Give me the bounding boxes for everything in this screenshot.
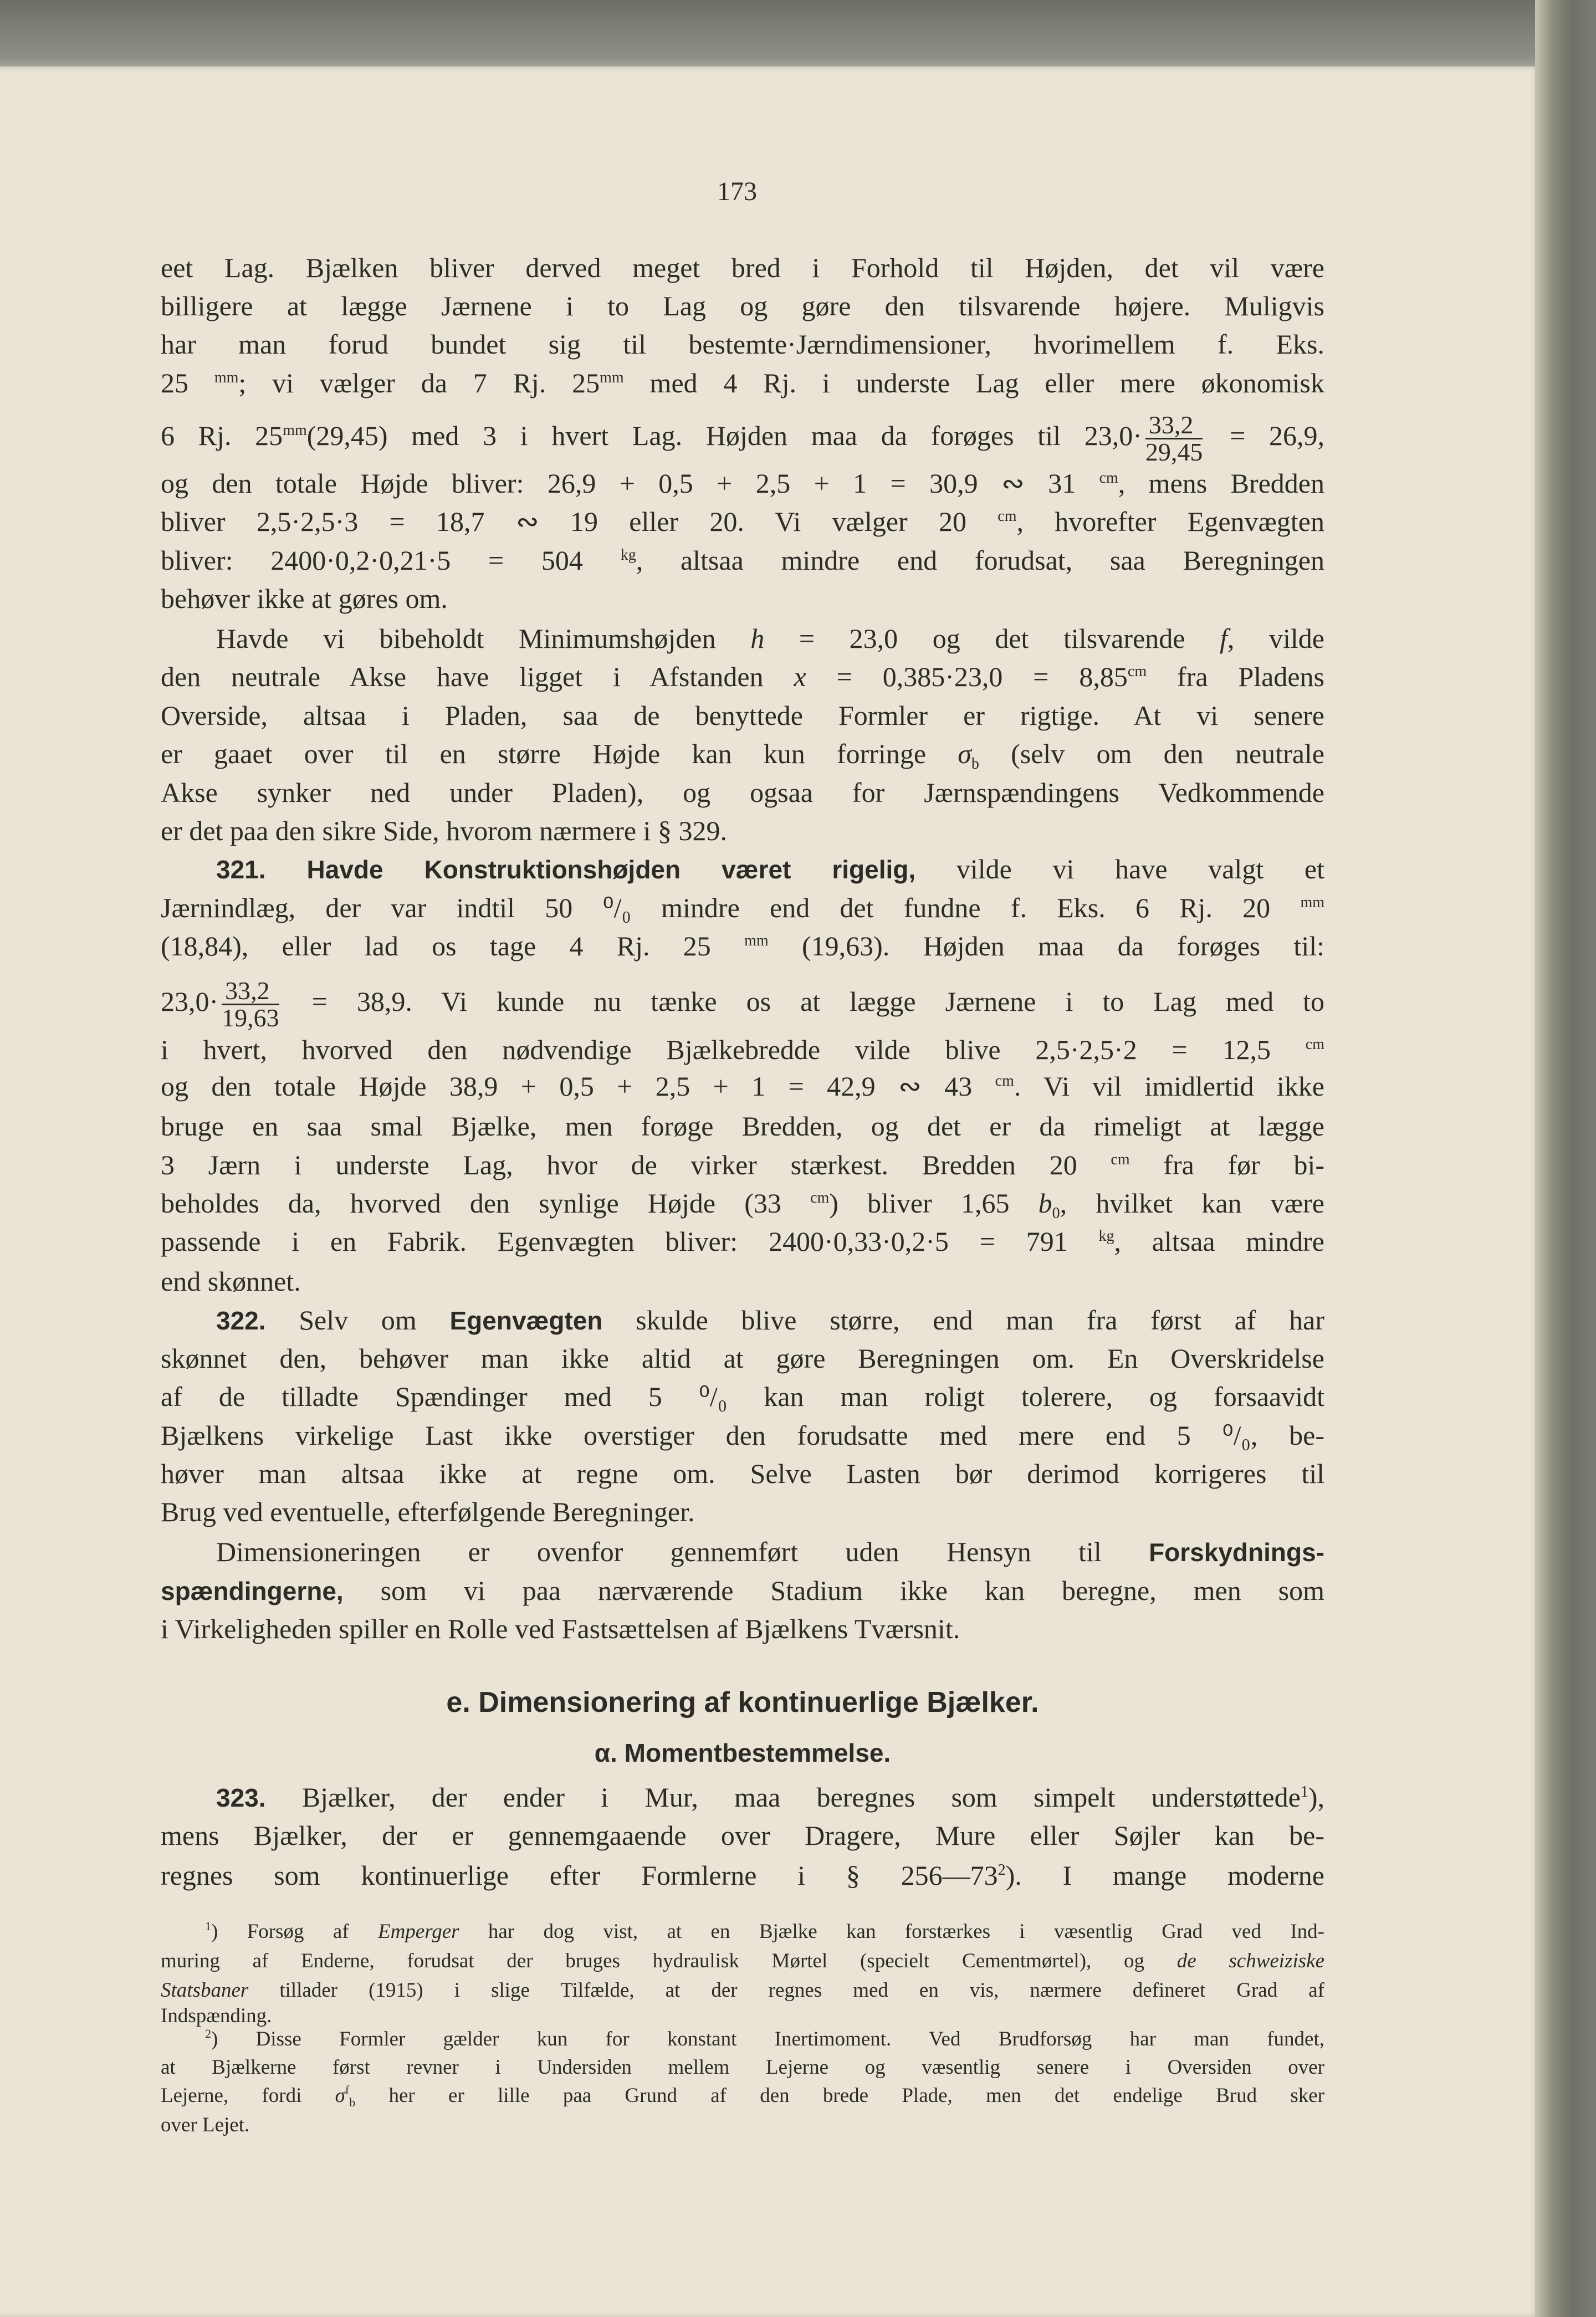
italic-text: x xyxy=(794,661,806,693)
bold-text: Egenvægten xyxy=(449,1306,603,1335)
text-run: i hvert, hvorved den nødvendige Bjælkebredde vilde blive 2,5·2,5·2 = 12,5 xyxy=(161,1034,1306,1065)
italic-text: b xyxy=(1038,1187,1052,1219)
text-run: har dog vist, at en Bjælke kan forstærkes i væsentlig Grad ved Ind- xyxy=(459,1920,1324,1943)
text-run: Bjælkens virkelige Last ikke overstiger den forudsatte med mere end 5 ⁰/₀, be- xyxy=(161,1419,1324,1451)
text-run: 3 Jærn i underste Lag, hvor de virker stærkest. Bredden 20 xyxy=(161,1149,1111,1180)
text-line xyxy=(161,410,1324,466)
text-line xyxy=(216,619,1324,658)
text-run: skulde blive større, end man fra først af har xyxy=(602,1304,1324,1336)
text-line xyxy=(161,464,1324,503)
text-run: som vi paa nærværende Stadium ikke kan beregne, men som xyxy=(343,1574,1324,1606)
text-run: bliver: 2400·0,2·0,21·5 = 504 xyxy=(161,544,621,576)
text-line xyxy=(161,734,1324,773)
text-line xyxy=(161,888,1324,927)
fraction-numerator: 33,2 xyxy=(222,978,279,1005)
fraction-numerator: 33,2 xyxy=(1145,412,1203,439)
text-run: beholdes da, hvorved den synlige Højde (33 xyxy=(161,1187,811,1219)
italic-text: σ xyxy=(335,2084,345,2107)
text-line xyxy=(161,1262,1324,1301)
footnote-line xyxy=(161,1946,1324,1976)
page-number: 173 xyxy=(717,177,757,206)
text-run: = 26,9, xyxy=(1206,420,1324,451)
footnote-line xyxy=(205,2024,1324,2054)
text-run: over Lejet. xyxy=(161,2114,250,2137)
text-line xyxy=(161,1492,1324,1531)
text-line xyxy=(161,696,1324,735)
text-line xyxy=(161,1609,1324,1648)
text-run: α. Momentbestemmelse. xyxy=(594,1738,891,1768)
text-run: her er lille paa Grund af den brede Plade, men det endelige Brud sker xyxy=(355,2084,1324,2107)
superscript: cm xyxy=(998,508,1017,525)
bold-text: 322. xyxy=(216,1306,266,1335)
superscript: f xyxy=(345,2083,350,2097)
text-run: ), xyxy=(1308,1782,1324,1813)
text-run: (18,84), eller lad os tage 4 Rj. 25 xyxy=(161,930,745,961)
text-run: , vilde xyxy=(1227,623,1324,654)
text-run: mens Bjælker, der er gennemgaaende over Dragere, Mure eller Søjler kan be- xyxy=(161,1820,1324,1851)
superscript: mm xyxy=(600,369,624,386)
superscript: mm xyxy=(283,421,307,439)
superscript: kg xyxy=(620,546,636,564)
text-line xyxy=(161,579,1324,618)
text-run: eet Lag. Bjælken bliver derved meget bred i Forhold til Højden, det vil være xyxy=(161,252,1324,283)
text-run: Brug ved eventuelle, efterfølgende Beregninger. xyxy=(161,1496,695,1528)
text-line xyxy=(216,850,1324,888)
text-run: (19,63). Højden maa da forøges til: xyxy=(768,930,1324,961)
text-run: ) bliver 1,65 xyxy=(829,1187,1039,1219)
text-run: vilde vi have valgt et xyxy=(915,853,1324,885)
superscript: cm xyxy=(1111,1150,1130,1168)
text-line xyxy=(161,1377,1324,1416)
text-run: Havde vi bibeholdt Minimumshøjden xyxy=(216,623,751,654)
text-run: Dimensioneringen er ovenfor gennemført uden Hensyn til xyxy=(216,1536,1149,1568)
text-run: Jærnindlæg, der var indtil 50 ⁰/₀ mindre end det fundne f. Eks. 6 Rj. 20 xyxy=(161,892,1301,923)
text-line xyxy=(161,1222,1324,1261)
text-run: 25 xyxy=(161,367,214,398)
text-run: = 23,0 og det tilsvarende xyxy=(764,623,1220,654)
text-run: er det paa den sikre Side, hvorom nærmere i § 329. xyxy=(161,815,727,846)
bold-text: spændingerne, xyxy=(161,1576,344,1605)
text-run: , hvilket kan være xyxy=(1060,1187,1324,1219)
text-run: passende i en Fabrik. Egenvægten bliver: 2400·0,33·0,2·5 = 791 xyxy=(161,1226,1099,1257)
superscript: mm xyxy=(214,369,239,386)
text-line xyxy=(161,1571,1324,1610)
text-line xyxy=(161,976,1324,1032)
text-run: . Vi vil imidlertid ikke xyxy=(1014,1071,1324,1102)
text-run: , altsaa mindre end forudsat, saa Beregningen xyxy=(636,544,1324,576)
fraction xyxy=(222,978,279,1031)
text-run: bliver 2,5·2,5·3 = 18,7 ∾ 19 eller 20. Vi vælger 20 xyxy=(161,506,998,538)
text-line xyxy=(161,657,1324,696)
text-run: , mens Bredden xyxy=(1118,468,1324,499)
text-run: regnes som kontinuerlige efter Formlerne i § 256—73 xyxy=(161,1860,998,1891)
text-line xyxy=(161,502,1324,541)
superscript: 2 xyxy=(998,1861,1006,1879)
text-run: behøver ikke at gøres om. xyxy=(161,583,448,615)
text-run: end skønnet. xyxy=(161,1266,301,1297)
footnote-line xyxy=(161,2053,1324,2083)
text-line xyxy=(161,927,1324,965)
text-line xyxy=(161,1816,1324,1855)
text-run: ; vi vælger da 7 Rj. 25 xyxy=(238,367,600,398)
text-run: at Bjælkerne først revner i Undersiden mellem Lejerne og væsentlig senere i Oversiden over xyxy=(161,2056,1324,2079)
text-run: muring af Enderne, forudsat der bruges hydraulisk Mørtel (specielt Cementmørtel), og xyxy=(161,1950,1177,1973)
text-run: (29,45) med 3 i hvert Lag. Højden maa da forøges til 23,0· xyxy=(306,420,1142,451)
text-line xyxy=(216,1532,1324,1571)
text-line xyxy=(161,287,1324,325)
text-run: Bjælker, der ender i Mur, maa beregnes som simpelt understøttede xyxy=(265,1782,1301,1813)
superscript: mm xyxy=(744,932,769,949)
superscript: 2 xyxy=(205,2027,211,2041)
text-run: tillader (1915) i slige Tilfælde, at der regnes med en vis, nærmere defineret Grad af xyxy=(248,1979,1324,2002)
text-run: fra før bi- xyxy=(1129,1149,1324,1180)
fraction-denominator: 29,45 xyxy=(1145,437,1203,466)
superscript: 1 xyxy=(1300,1783,1308,1801)
text-run: , altsaa mindre xyxy=(1114,1226,1324,1257)
italic-text: σ xyxy=(958,738,971,770)
section-heading xyxy=(161,1683,1324,1722)
text-line xyxy=(161,811,1324,850)
text-run: ) Disse Formler gælder kun for konstant Inertimoment. Ved Brudforsøg har man fundet, xyxy=(211,2028,1324,2051)
text-run: billigere at lægge Jærnene i to Lag og gøre den tilsvarende højere. Muligvis xyxy=(161,290,1324,322)
text-run: = 0,385·23,0 = 8,85 xyxy=(806,661,1128,693)
text-run: , hvorefter Egenvægten xyxy=(1016,506,1324,538)
text-line xyxy=(161,248,1324,287)
text-run: e. Dimensionering af kontinuerlige Bjælker. xyxy=(446,1686,1039,1719)
fraction xyxy=(1145,412,1203,465)
text-run: med 4 Rj. i underste Lag eller mere økonomisk xyxy=(623,367,1324,398)
text-line xyxy=(161,1107,1324,1145)
text-line xyxy=(161,1454,1324,1493)
text-line xyxy=(161,1184,1324,1223)
footnote-line xyxy=(161,2081,1324,2111)
text-run: Akse synker ned under Pladen), og ogsaa for Jærnspændingens Vedkommende xyxy=(161,776,1324,808)
subsection-heading xyxy=(161,1733,1324,1772)
text-run: er gaaet over til en større Højde kan kun forringe xyxy=(161,738,958,770)
text-line xyxy=(161,1030,1324,1069)
bold-text: Forskydnings- xyxy=(1149,1538,1324,1567)
superscript: kg xyxy=(1098,1227,1114,1245)
text-run: fra Pladens xyxy=(1147,661,1324,693)
text-run: og den totale Højde 38,9 + 0,5 + 2,5 + 1 = 42,9 ∾ 43 xyxy=(161,1071,995,1102)
text-line xyxy=(161,773,1324,812)
text-run: Indspænding. xyxy=(161,2004,272,2027)
subscript: b xyxy=(971,755,979,773)
text-run: bruge en saa smal Bjælke, men forøge Bredden, og det er da rimeligt at lægge xyxy=(161,1111,1324,1142)
text-line xyxy=(161,325,1324,364)
text-line xyxy=(161,1856,1324,1895)
text-line xyxy=(161,364,1324,402)
superscript: cm xyxy=(1127,663,1147,681)
text-run: den neutrale Akse have ligget i Afstanden xyxy=(161,661,794,693)
superscript: cm xyxy=(1305,1035,1324,1053)
superscript: cm xyxy=(810,1189,830,1206)
bold-text: 321. Havde Konstruktionshøjden været rigelig, xyxy=(216,855,916,884)
text-run: i Virkeligheden spiller en Rolle ved Fastsættelsen af Bjælkens Tværsnit. xyxy=(161,1613,960,1645)
text-run: Lejerne, fordi xyxy=(161,2084,335,2107)
italic-text: Emperger xyxy=(377,1920,459,1943)
italic-text: h xyxy=(750,623,765,654)
text-run: skønnet den, behøver man ikke altid at gøre Beregningen om. En Overskridelse xyxy=(161,1342,1324,1374)
footnote-line xyxy=(205,1917,1324,1947)
superscript: 1 xyxy=(205,1919,211,1933)
superscript: cm xyxy=(1099,469,1118,487)
text-run: 6 Rj. 25 xyxy=(161,420,283,451)
text-line xyxy=(161,1067,1324,1106)
italic-text: Statsbaner xyxy=(161,1979,249,2002)
text-line xyxy=(161,1339,1324,1378)
book-binding-edge xyxy=(1535,0,1596,2317)
text-line xyxy=(216,1301,1324,1339)
text-run: Overside, altsaa i Pladen, saa de benyttede Formler er rigtige. At vi senere xyxy=(161,699,1324,731)
text-run: og den totale Højde bliver: 26,9 + 0,5 + 2,5 + 1 = 30,9 ∾ 31 xyxy=(161,468,1099,499)
subscript: 0 xyxy=(1052,1204,1060,1222)
text-line xyxy=(161,1416,1324,1455)
text-run: høver man altsaa ikke at regne om. Selve Lasten bør derimod korrigeres til xyxy=(161,1457,1324,1489)
text-run: ) Forsøg af xyxy=(211,1920,378,1943)
superscript: mm xyxy=(1300,893,1324,911)
text-run: har man forud bundet sig til bestemte·Jærndimensioner, hvorimellem f. Eks. xyxy=(161,329,1324,360)
subscript: b xyxy=(349,2095,356,2109)
italic-text: de schweiziske xyxy=(1176,1950,1324,1973)
superscript: cm xyxy=(995,1072,1014,1090)
footnote-line xyxy=(161,2110,1324,2140)
text-run: 23,0· xyxy=(161,986,219,1017)
text-run: af de tilladte Spændinger med 5 ⁰/₀ kan man roligt tolerere, og forsaavidt xyxy=(161,1381,1324,1413)
text-line xyxy=(161,1145,1324,1184)
fraction-denominator: 19,63 xyxy=(222,1004,279,1032)
text-run: ). I mange moderne xyxy=(1005,1860,1324,1891)
text-run: (selv om den neutrale xyxy=(979,738,1324,770)
text-run: Selv om xyxy=(265,1304,450,1336)
italic-text: f xyxy=(1220,623,1227,654)
text-line xyxy=(216,1778,1324,1817)
text-run: = 38,9. Vi kunde nu tænke os at lægge Jærnene i to Lag med to xyxy=(282,986,1324,1017)
bold-text: 323. xyxy=(216,1783,266,1813)
text-line xyxy=(161,541,1324,580)
